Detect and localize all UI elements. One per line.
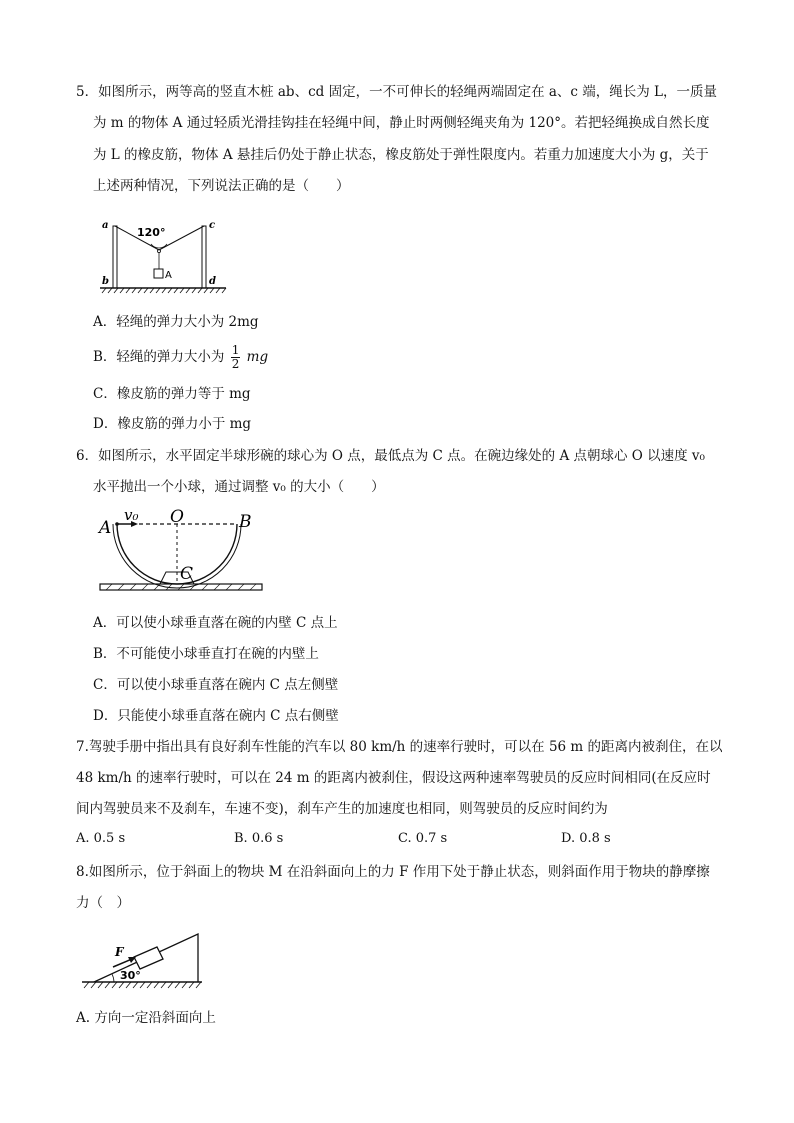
q7-option-d: D. 0.8 s [561,831,611,846]
q7-stem-line2: 48 km/h 的速率行驶时，可以在 24 m 的距离内被刹住，假设这两种速率驾驶员的反应时间相同(在反应时 [76,770,711,786]
fraction-numerator: 1 [231,343,240,357]
angle-arc [112,974,114,982]
q6-option-c: C．可以使小球垂直落在碗内 C 点左侧壁 [93,677,339,693]
point-a-label: a [102,220,109,231]
point-a-label: A [99,518,112,538]
q6-stem-line2: 水平抛出一个小球，通过调整 v₀ 的大小（ ） [93,479,385,495]
q5-stem-line4: 上述两种情况，下列说法正确的是（ ） [93,178,350,194]
q5-option-d: D．橡皮筋的弹力小于 mg [93,416,252,432]
q8-stem-line2: 力（ ） [76,895,130,911]
q8-figure-incline [80,926,206,990]
q5-option-b-text: B．轻绳的弹力大小为 [93,349,225,365]
q5-option-a: A．轻绳的弹力大小为 2mg [93,314,259,330]
q6-option-d: D．只能使小球垂直落在碗内 C 点右侧壁 [93,708,339,724]
q5-option-b-unit: mg [246,349,269,365]
q6-figure-bowl [96,502,266,598]
q5-stem-line3: 为 L 的橡皮筋，物体 A 悬挂后仍处于静止状态，橡皮筋处于弹性限度内。若重力加速度大小为 g，关于 [93,147,709,163]
point-b-label: b [102,276,109,287]
q7-stem-line3: 间内驾驶员来不及刹车，车速不变)，刹车产生的加速度也相同，则驾驶员的反应时间约为 [76,801,608,817]
q7-option-b: B. 0.6 s [234,831,284,846]
post-ab [113,226,117,288]
block-m [134,947,163,969]
post-cd [202,226,206,288]
ground-hatching [84,982,201,988]
q7-option-c: C. 0.7 s [398,831,448,846]
point-c-label: c [209,220,216,231]
v0-label: v₀ [124,506,139,524]
point-c-label: C [180,564,194,584]
ball [115,522,119,526]
mass-block [154,269,163,278]
force-label: F [115,945,124,959]
q5-figure-posts-rope [96,214,232,296]
q6-stem-line1: 6．如图所示，水平固定半球形碗的球心为 O 点，最低点为 C 点。在碗边缘处的 A 点朝球心 O 以速度 v₀ [76,448,705,464]
angle-label: 30° [120,969,141,982]
q5-option-c: C．橡皮筋的弹力等于 mg [93,386,251,402]
q5-option-b [93,342,268,372]
fraction-denominator: 2 [231,357,240,371]
mass-label: A [165,270,172,281]
q8-stem-line1: 8.如图所示，位于斜面上的物块 M 在沿斜面向上的力 F 作用下处于静止状态，则斜面作用于物块的静摩擦 [76,864,710,880]
q8-option-a: A. 方向一定沿斜面向上 [76,1010,216,1026]
fraction [231,344,241,371]
q5-stem-line2: 为 m 的物体 A 通过轻质光滑挂钩挂在轻绳中间，静止时两侧轻绳夹角为 120°。若把轻绳换成自然长度 [93,115,710,131]
point-d-label: d [209,276,216,287]
q6-option-b: B．不可能使小球垂直打在碗的内壁上 [93,646,319,662]
q5-stem-line1: 5．如图所示，两等高的竖直木桩 ab、cd 固定，一不可伸长的轻绳两端固定在 a、c 端，绳长为 L，一质量 [76,84,718,100]
q7-options [76,831,636,851]
point-b-label: B [239,512,252,532]
q6-option-a: A．可以使小球垂直落在碗的内壁 C 点上 [93,615,338,631]
q7-option-a: A. 0.5 s [76,831,126,846]
table-hatching [106,584,256,590]
angle-label: 120° [137,226,166,239]
q7-stem-line1: 7.驾驶手册中指出具有良好刹车性能的汽车以 80 km/h 的速率行驶时，可以在 56 m 的距离内被刹住，在以 [76,739,723,755]
point-o-label: O [170,507,184,527]
